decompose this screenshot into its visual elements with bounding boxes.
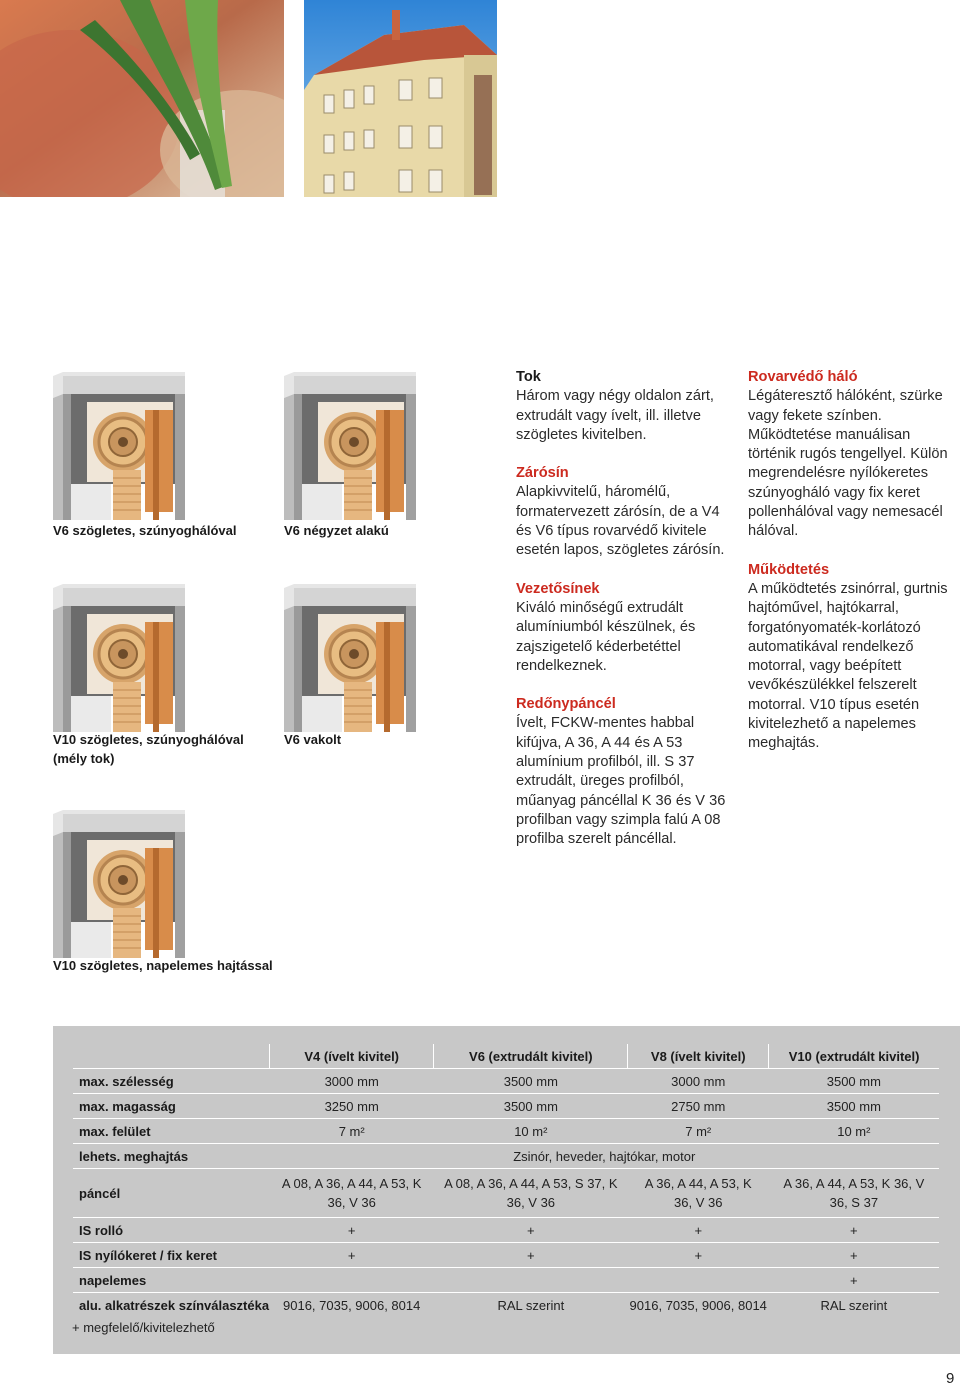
table-cell: RAL szerint [769,1293,939,1318]
table-cell: 3500 mm [769,1094,939,1119]
table-cell: + [434,1218,628,1243]
table-header: V8 (ívelt kivitel) [628,1044,769,1069]
table-cell: 3500 mm [769,1069,939,1094]
product-caption: V6 vakolt [284,732,342,747]
table-cell: + [434,1243,628,1268]
table-cell [270,1268,434,1293]
table-header-empty [73,1044,270,1069]
table-cell: 9016, 7035, 9006, 8014 [628,1293,769,1318]
row-label: max. felület [73,1119,270,1144]
product-image-v6-szogletes [53,372,185,520]
product-image-v6-negyzet [284,372,416,520]
product-image-v10-napelemes [53,810,185,958]
table-header: V4 (ívelt kivitel) [270,1044,434,1069]
product-caption: V10 szögletes, napelemes hajtással [53,958,273,973]
table-row [73,1243,939,1268]
feature-column-1 [516,368,730,869]
section-text: A működtetés zsinórral, gurtnis hajtóművel, hajtókarral, forgatónyomaték-korlátozó automatikával rendelkező motorral, vagy beépített vevőkészülékkel felszerelt motorral. V10 típus esetén kivitelezhető a napelemes meghajtás. [748,580,948,752]
table-cell: 7 m² [628,1119,769,1144]
table-cell: A 36, A 44, A 53, K 36, V 36 [628,1169,769,1218]
table-cell: 3000 mm [270,1069,434,1094]
plant-interior-photo [0,0,284,197]
row-label: IS nyílókeret / fix keret [73,1243,270,1268]
section-text: Ívelt, FCKW-mentes habbal kifújva, A 36, A 44 és A 53 alumínium profilból, ill. S 37 extrudált, üreges profilból, műanyag páncéllal K 36 és V 36 profilban vagy szimpla falú A 08 profilba szerelt páncéllal. [516,715,726,848]
table-cell: + [769,1268,939,1293]
table-cell: A 08, A 36, A 44, A 53, S 37, K 36, V 36 [434,1169,628,1218]
table-header: V10 (extrudált kivitel) [769,1044,939,1069]
table-cell [434,1268,628,1293]
product-caption: V6 négyzet alakú [284,523,389,538]
table-cell: 10 m² [769,1119,939,1144]
spec-table [73,1044,939,1317]
table-row [73,1119,939,1144]
section-heading: Vezetősínek [516,580,600,597]
table-row [73,1293,939,1318]
product-image-v6-vakolt [284,584,416,732]
section-heading: Redőnypáncél [516,696,616,713]
product-caption: V10 szögletes, szúnyoghálóval (mély tok) [53,732,244,766]
row-label: páncél [73,1169,270,1218]
row-label: IS rolló [73,1218,270,1243]
table-row [73,1094,939,1119]
table-cell: + [769,1243,939,1268]
table-cell: + [270,1218,434,1243]
row-label: napelemes [73,1268,270,1293]
table-cell: Zsinór, heveder, hajtókar, motor [270,1144,940,1169]
table-cell: A 08, A 36, A 44, A 53, K 36, V 36 [270,1169,434,1218]
section-heading: Tok [516,369,541,385]
table-cell [628,1268,769,1293]
row-label: max. szélesség [73,1069,270,1094]
table-cell: + [769,1218,939,1243]
table-cell: + [270,1243,434,1268]
section-text: Kiváló minőségű extrudált alumíniumból készülnek, és zajszigetelő kéderbetéttel rendelkeznek. [516,599,696,674]
table-header: V6 (extrudált kivitel) [434,1044,628,1069]
table-row [73,1268,939,1293]
table-row [73,1069,939,1094]
table-cell: 10 m² [434,1119,628,1144]
table-cell: + [628,1243,769,1268]
section-text: Alapkivvitelű, háromélű, formatervezett zárósín, de a V4 és V6 típus rovarvédő kivitele esetén lapos, szögletes zárósín. [516,484,725,559]
table-cell: 9016, 7035, 9006, 8014 [270,1293,434,1318]
row-label: max. magasság [73,1094,270,1119]
product-caption: V6 szögletes, szúnyoghálóval [53,523,237,538]
product-image-v10-szogletes [53,584,185,732]
section-text: Három vagy négy oldalon zárt, extrudált vagy ívelt, ill. illetve szögletes kivitelben. [516,388,714,443]
table-cell: 3000 mm [628,1069,769,1094]
row-label: lehets. meghajtás [73,1144,270,1169]
spec-table-panel [53,1026,960,1354]
table-cell: + [628,1218,769,1243]
table-cell: 3500 mm [434,1069,628,1094]
table-row [73,1144,939,1169]
table-cell: 3250 mm [270,1094,434,1119]
table-cell: 3500 mm [434,1094,628,1119]
table-cell: 2750 mm [628,1094,769,1119]
table-cell: RAL szerint [434,1293,628,1318]
row-label: alu. alkatrészek színválasztéka [73,1293,270,1318]
table-row [73,1218,939,1243]
table-cell: A 36, A 44, A 53, K 36, V 36, S 37 [769,1169,939,1218]
section-text: Légáteresztő hálóként, szürke vagy fekete színben. Működtetése manuálisan történik rugós tengellyel. Külön megrendelésre nyílókeretes szúnyogháló vagy fix keret pollenhálóval vagy nemesacél hálóval. [748,388,948,540]
table-cell: 7 m² [270,1119,434,1144]
table-row [73,1169,939,1218]
building-facade-photo [304,0,497,197]
section-heading: Zárósín [516,465,569,482]
section-heading: Rovarvédő háló [748,369,858,385]
feature-column-2 [748,368,960,773]
table-footnote: + megfelelő/kivitelezhető [72,1320,215,1335]
section-heading: Működtetés [748,561,830,578]
page-number: 9 [946,1370,955,1387]
